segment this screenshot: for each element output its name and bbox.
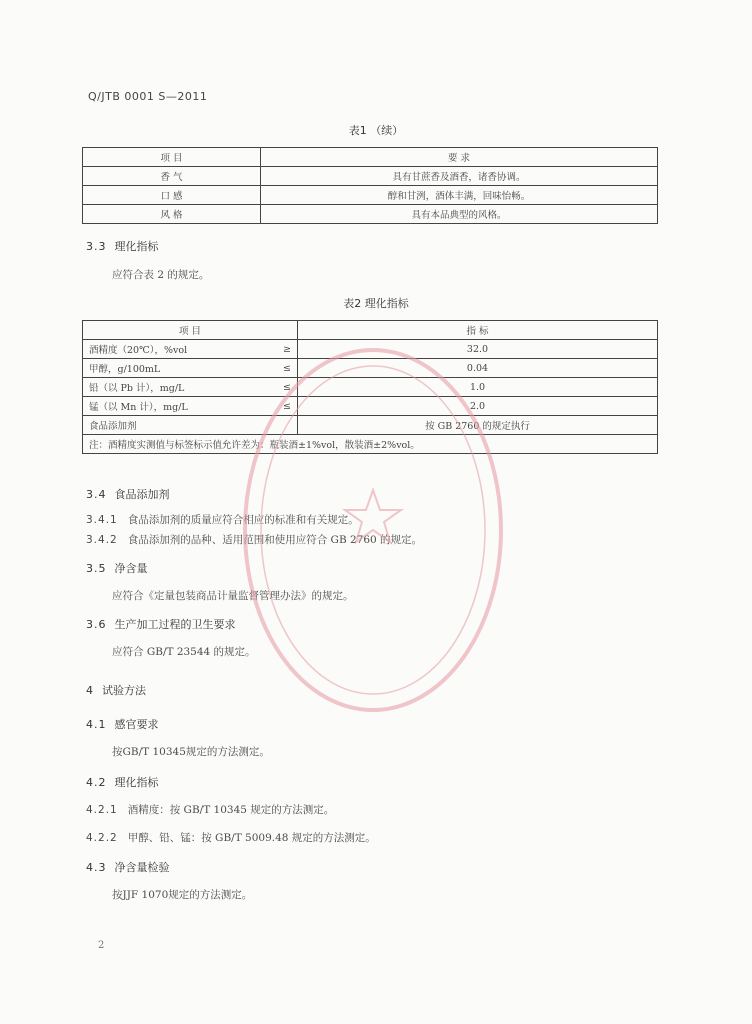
section-title: 试验方法 (102, 684, 146, 697)
section-title: 感官要求 (114, 718, 159, 731)
table1-caption: 表1 （续） (348, 124, 404, 137)
paragraph: 按JJF 1070规定的方法测定。 (112, 889, 253, 901)
table1-cell: 具有甘蔗香及酒香，诸香协调。 (261, 167, 658, 186)
item-text: 甲醇、铅、锰：按 GB/T 5009.48 规定的方法测定。 (127, 832, 376, 844)
item-number: 3.4.1 (86, 514, 118, 526)
paragraph: 应符合表 2 的规定。 (112, 269, 210, 281)
paragraph: 应符合 GB/T 23544 的规定。 (112, 646, 256, 658)
table2-note-row (83, 435, 658, 454)
section-heading (86, 486, 170, 502)
section-number: 3.6 (86, 618, 107, 631)
section-number: 4.2 (86, 776, 107, 789)
table2-caption: 表2 理化指标 (343, 297, 409, 310)
table1-cell: 香 气 (83, 167, 261, 186)
section-number: 3.5 (86, 562, 107, 575)
table2-item: 食品添加剂 (83, 416, 266, 435)
table2-value: 1.0 (298, 378, 658, 397)
table-row (83, 359, 658, 378)
item-number: 4.2.2 (86, 832, 118, 844)
paragraph: 应符合《定量包装商品计量监督管理办法》的规定。 (112, 590, 354, 602)
table2-operator: ≤ (265, 359, 298, 378)
table1-header-requirement: 要 求 (261, 148, 658, 167)
list-item (86, 830, 376, 845)
section-number: 3.3 (86, 240, 107, 253)
section-title: 理化指标 (114, 240, 159, 253)
item-number: 3.4.2 (86, 534, 118, 546)
table2-value: 0.04 (298, 359, 658, 378)
table2-operator: ≤ (265, 378, 298, 397)
section-number: 4.1 (86, 718, 107, 731)
section-heading (86, 682, 146, 698)
section-number: 4.3 (86, 861, 107, 874)
table1-cell: 口 感 (83, 186, 261, 205)
item-number: 4.2.1 (86, 804, 118, 816)
table2-header-row (83, 321, 658, 340)
page-number: 2 (98, 940, 105, 951)
table1-header-row (83, 148, 658, 167)
table-row (83, 167, 658, 186)
table2 (82, 320, 658, 454)
table2-header-index: 指 标 (298, 321, 658, 340)
table1-cell: 风 格 (83, 205, 261, 224)
section-title: 理化指标 (114, 776, 159, 789)
list-item (86, 512, 359, 527)
item-text: 酒精度：按 GB/T 10345 规定的方法测定。 (127, 804, 335, 816)
table2-operator (265, 416, 298, 435)
table2-item: 锰（以 Mn 计），mg/L (83, 397, 266, 416)
table-row (83, 340, 658, 359)
item-text: 食品添加剂的质量应符合相应的标准和有关规定。 (127, 514, 359, 526)
section-title: 生产加工过程的卫生要求 (114, 618, 236, 631)
table1 (82, 147, 658, 224)
table2-item: 酒精度（20℃），%vol (83, 340, 266, 359)
table-row (83, 378, 658, 397)
list-item (86, 802, 334, 817)
section-title: 净含量 (114, 562, 148, 575)
table-row (83, 397, 658, 416)
section-heading (86, 238, 159, 254)
section-title: 净含量检验 (114, 861, 170, 874)
table2-note: 注：酒精度实测值与标签标示值允许差为：瓶装酒±1%vol，散装酒±2%vol。 (83, 435, 658, 454)
table1-cell: 醇和甘洌，酒体丰满，回味怡畅。 (261, 186, 658, 205)
item-text: 食品添加剂的品种、适用范围和使用应符合 GB 2760 的规定。 (127, 534, 423, 546)
table2-item: 甲醇，g/100mL (83, 359, 266, 378)
table2-value: 按 GB 2760 的规定执行 (298, 416, 658, 435)
table2-operator: ≥ (265, 340, 298, 359)
paragraph: 按GB/T 10345规定的方法测定。 (112, 746, 270, 758)
table-row (83, 416, 658, 435)
table2-value: 2.0 (298, 397, 658, 416)
section-heading (86, 774, 159, 790)
table2-operator: ≤ (265, 397, 298, 416)
table2-value: 32.0 (298, 340, 658, 359)
table-row (83, 186, 658, 205)
table1-cell: 具有本品典型的风格。 (261, 205, 658, 224)
section-heading (86, 859, 170, 875)
list-item (86, 532, 422, 547)
section-heading (86, 616, 236, 632)
table1-header-item: 项 目 (83, 148, 261, 167)
section-heading (86, 560, 148, 576)
section-title: 食品添加剂 (114, 488, 170, 501)
table2-item: 铅（以 Pb 计），mg/L (83, 378, 266, 397)
standard-code: Q/JTB 0001 S—2011 (88, 90, 208, 103)
section-number: 4 (86, 684, 94, 697)
table2-header-item: 项 目 (83, 321, 298, 340)
section-heading (86, 716, 159, 732)
section-number: 3.4 (86, 488, 107, 501)
table-row (83, 205, 658, 224)
